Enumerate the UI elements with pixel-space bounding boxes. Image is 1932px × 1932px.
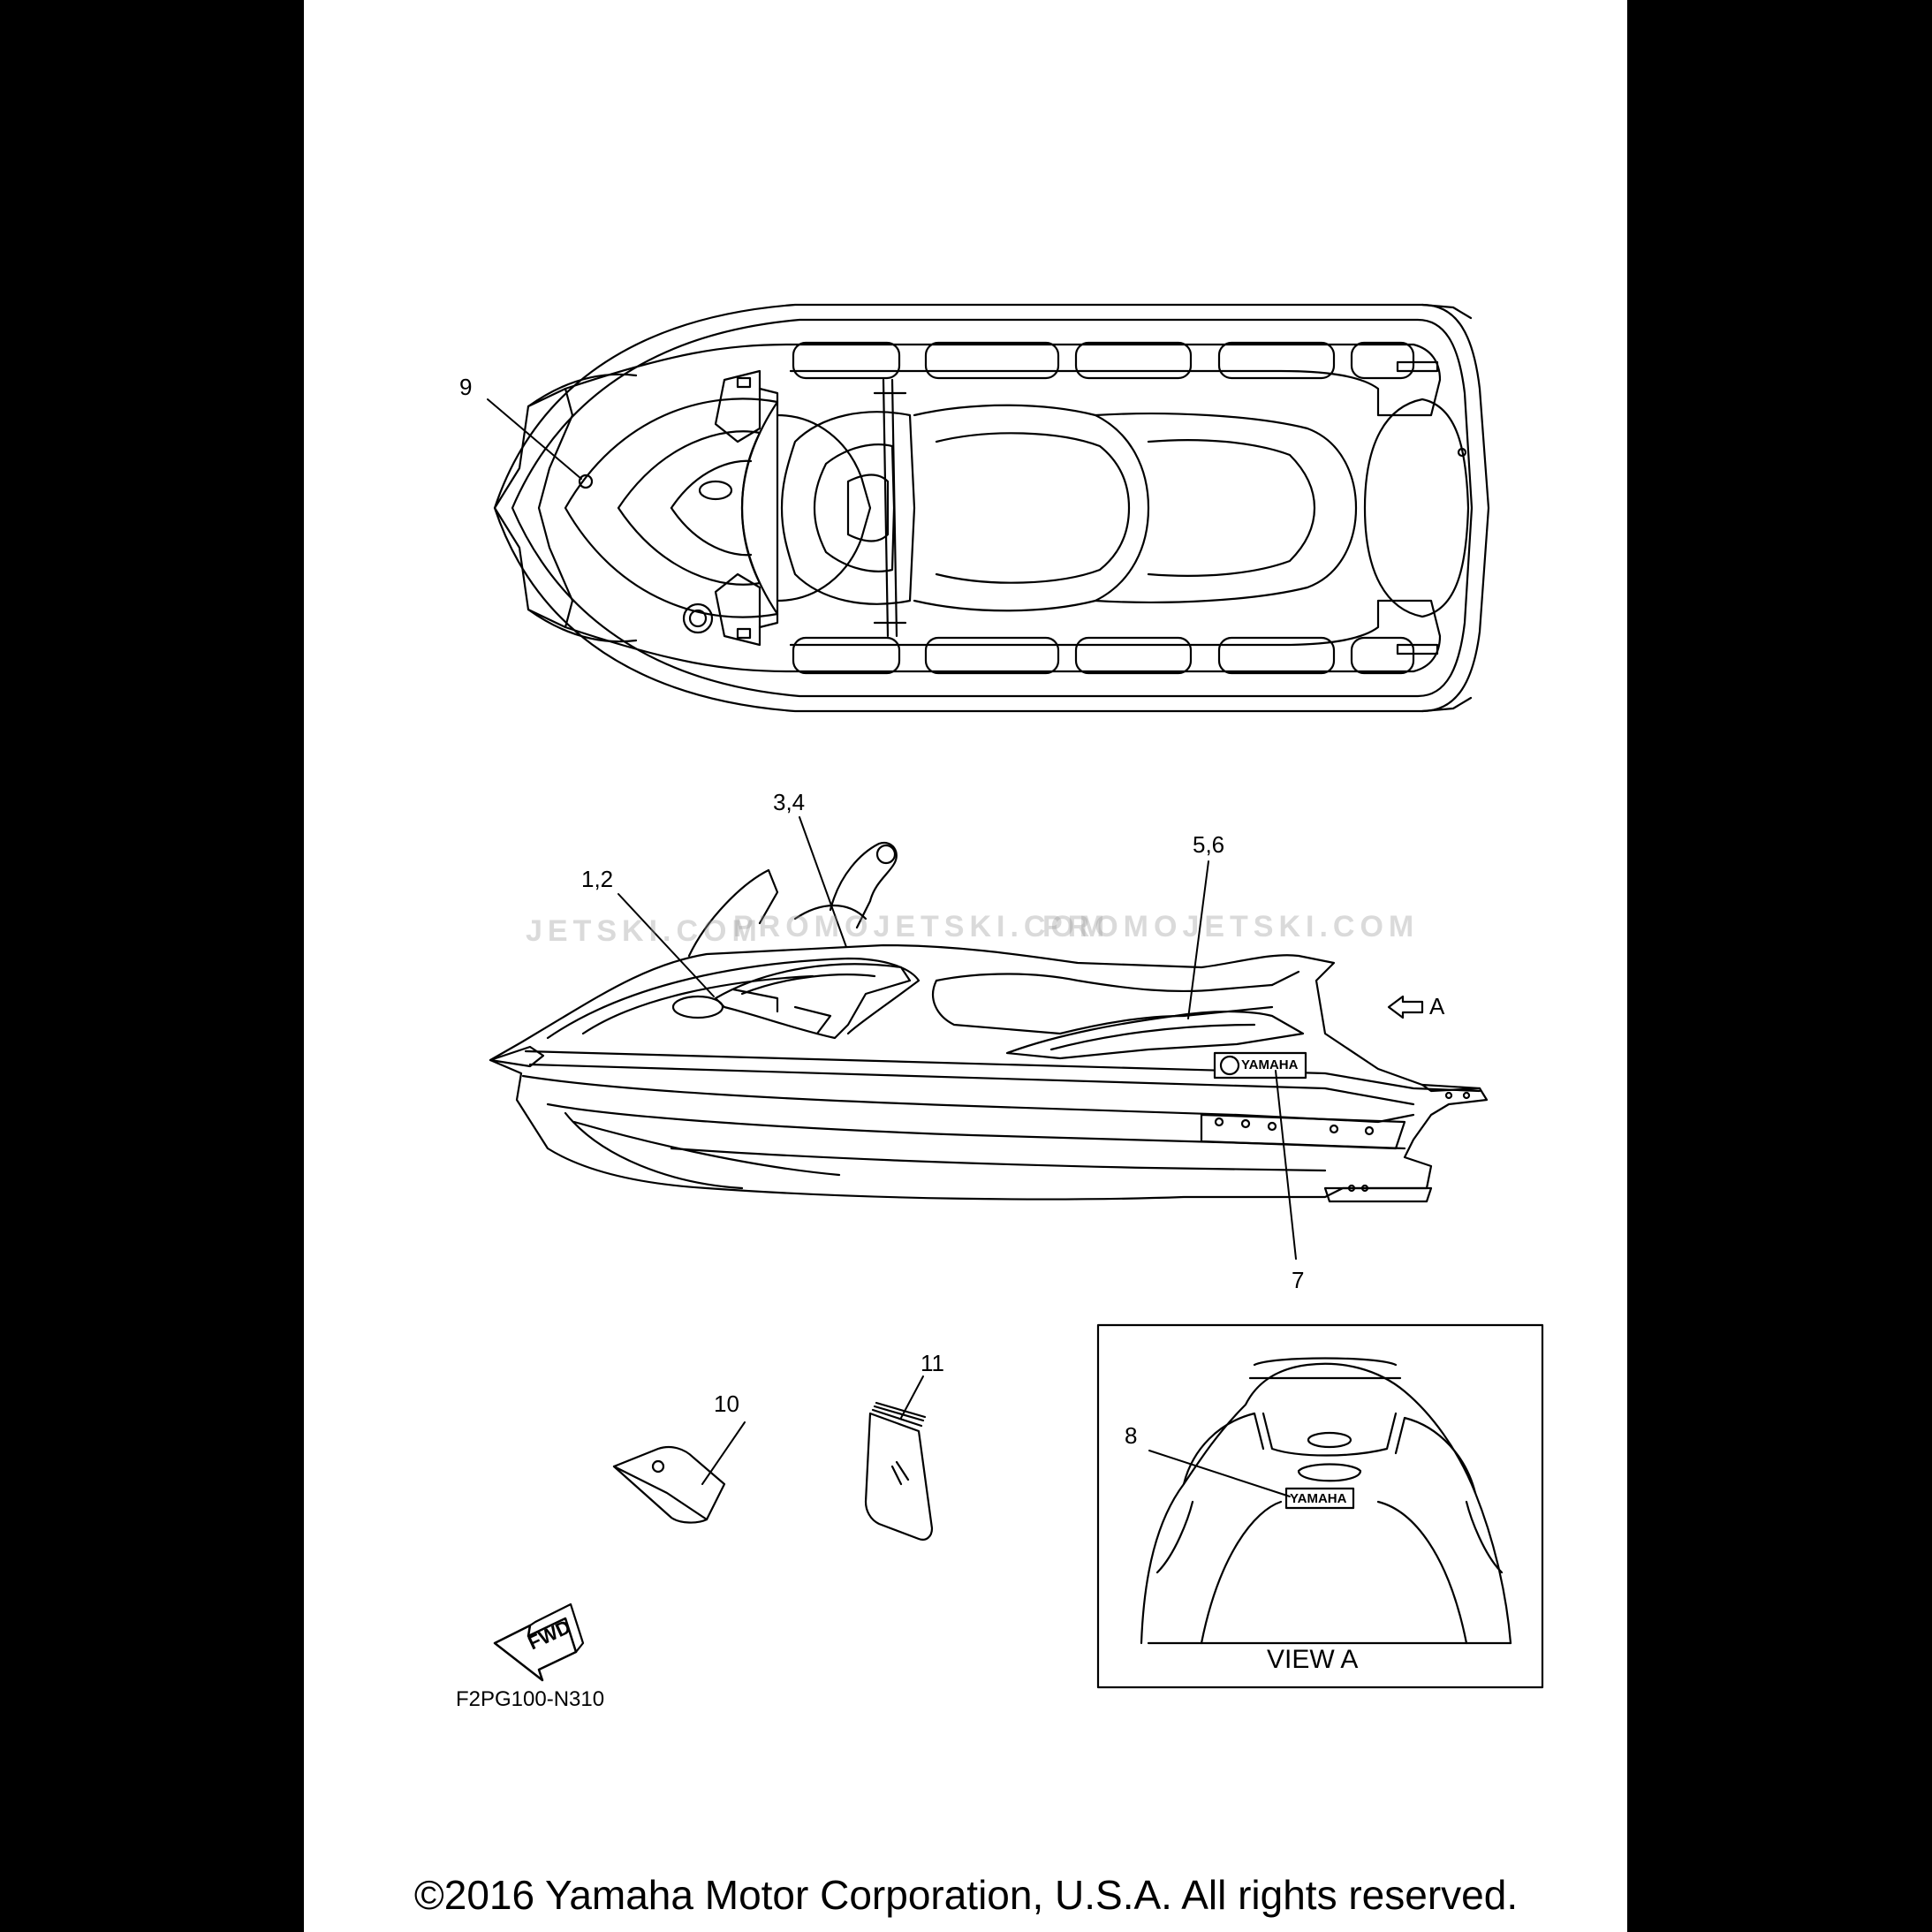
- top-view-watercraft: [495, 305, 1489, 711]
- figure-code: F2PG100-N310: [456, 1687, 605, 1711]
- fwd-label: FWD: [524, 1615, 574, 1655]
- callout-10: 10: [714, 1390, 739, 1417]
- callout-11: 11: [921, 1350, 944, 1376]
- watermark-right: PROMOJETSKI.COM: [1042, 910, 1420, 943]
- callout-1-2: 1,2: [581, 866, 614, 892]
- yamaha-side-decal-text: YAMAHA: [1241, 1057, 1299, 1072]
- callout-7: 7: [1292, 1267, 1305, 1293]
- arrow-a-label: A: [1429, 993, 1445, 1019]
- copyright-notice: ©2016 Yamaha Motor Corporation, U.S.A. All rights reserved.: [413, 1872, 1519, 1918]
- watermark-mid: PROMOJETSKI.COM: [733, 910, 1110, 943]
- arrow-a-icon: [1389, 996, 1422, 1018]
- view-a-label: VIEW A: [1267, 1645, 1359, 1674]
- yamaha-rear-decal-text: YAMAHA: [1290, 1491, 1347, 1506]
- callout-3-4: 3,4: [773, 789, 806, 815]
- watermark-left: JETSKI.COM: [526, 914, 762, 948]
- callout-8: 8: [1125, 1422, 1138, 1449]
- part-10-bag: [614, 1447, 724, 1522]
- callout-9: 9: [459, 374, 473, 400]
- callout-5-6: 5,6: [1193, 831, 1225, 858]
- side-view-watercraft: [490, 843, 1487, 1201]
- view-a-box: [1098, 1325, 1542, 1687]
- part-11-manual: [866, 1403, 932, 1540]
